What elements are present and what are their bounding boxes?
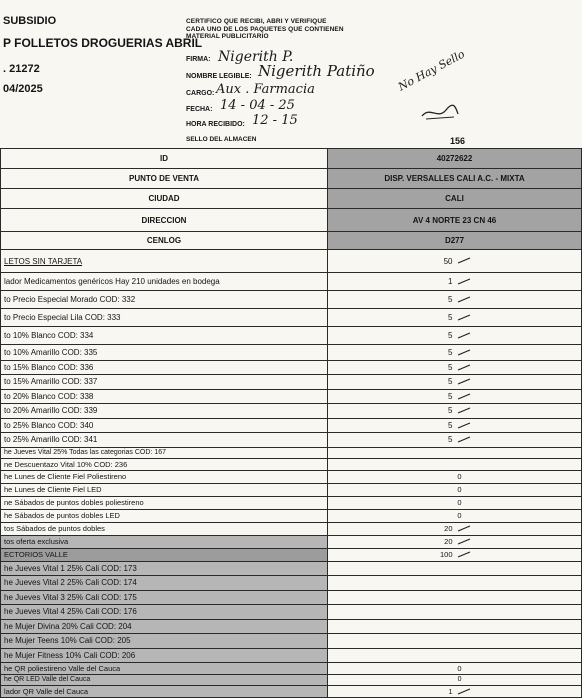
item-quantity: 50: [443, 256, 453, 266]
check-mark-icon: [457, 435, 471, 444]
item-label-text: he Jueves Vital 3 25% Cali COD: 175: [4, 592, 137, 602]
company-line1: SUBSIDIO: [3, 15, 57, 27]
table-row: [1, 483, 582, 496]
firma-label: FIRMA:: [186, 56, 211, 63]
table-row: [1, 447, 582, 458]
item-label: [1, 548, 328, 561]
table-row: [1, 345, 582, 361]
item-label-text: he QR LED Valle del Cauca: [4, 676, 91, 683]
item-label-text: to 20% Amarillo COD: 339: [4, 406, 98, 416]
item-label-text: ECTORIOS VALLE: [4, 550, 68, 559]
table-row: [1, 535, 582, 548]
item-quantity-cell: [328, 619, 582, 634]
header-value: 40272622: [328, 149, 582, 169]
table-row: [1, 675, 582, 686]
header-value: CALI: [328, 189, 582, 209]
item-label: [1, 470, 328, 483]
item-quantity-cell: [328, 561, 582, 576]
handwritten-note: No Hay Sello: [396, 47, 467, 94]
header-row: [1, 149, 582, 169]
nombre-value: Nigerith Patiño: [258, 62, 375, 80]
item-label-text: he Lunes de Cliente Fiel Poliestireno: [4, 472, 127, 481]
header-value: AV 4 NORTE 23 CN 46: [328, 209, 582, 232]
item-quantity-cell: [328, 648, 582, 663]
item-label: [1, 389, 328, 404]
item-quantity-cell: [328, 447, 582, 458]
item-quantity-cell: [328, 404, 582, 419]
item-quantity-cell: [328, 309, 582, 327]
item-label-text: he Mujer Teens 10% Cali COD: 205: [4, 636, 131, 646]
table-row: [1, 418, 582, 433]
check-mark-icon: [457, 331, 471, 340]
item-quantity: 100: [439, 549, 453, 559]
check-mark-icon: [457, 363, 471, 372]
item-label: [1, 404, 328, 419]
item-label-text: to 10% Amarillo COD: 335: [4, 347, 98, 357]
document-date: 04/2025: [3, 83, 43, 95]
item-label-text: to 25% Amarillo COD: 341: [4, 435, 98, 445]
document-code: . 21272: [3, 63, 40, 75]
item-label-text: to 10% Blanco COD: 334: [4, 331, 94, 340]
table-row: [1, 522, 582, 535]
item-label: [1, 509, 328, 522]
header-label: DIRECCION: [1, 209, 328, 232]
check-mark-icon: [457, 348, 471, 357]
check-mark-icon: [457, 295, 471, 304]
check-mark-icon: [457, 313, 471, 322]
table-row: [1, 389, 582, 404]
check-mark-icon: [457, 377, 471, 386]
table-row: [1, 548, 582, 561]
nombre-label: NOMBRE LEGIBLE:: [186, 73, 252, 80]
item-label-text: he QR poliestireno Valle del Cauca: [4, 664, 121, 673]
table-items-group: [1, 250, 582, 698]
table-row: [1, 375, 582, 390]
sello-label: SELLO DEL ALMACEN: [186, 136, 257, 143]
table-row: [1, 433, 582, 448]
item-quantity: 5: [448, 313, 453, 322]
item-quantity-cell: [328, 686, 582, 698]
item-label: [1, 483, 328, 496]
item-label: [1, 327, 328, 345]
item-label: [1, 561, 328, 576]
item-quantity-cell: [328, 496, 582, 509]
item-quantity-cell: [328, 360, 582, 375]
item-label: [1, 663, 328, 675]
hora-value: 12 - 15: [252, 113, 298, 128]
item-label: [1, 496, 328, 509]
item-label-text: to 15% Blanco COD: 336: [4, 362, 94, 372]
table-row: [1, 360, 582, 375]
table-row: [1, 458, 582, 470]
item-quantity: 0: [457, 511, 462, 520]
delivery-table: [0, 148, 582, 698]
item-quantity-cell: [328, 590, 582, 605]
header-value: D277: [328, 232, 582, 250]
table-header-group: [1, 149, 582, 250]
check-mark-icon: [457, 550, 471, 559]
item-quantity: 5: [448, 420, 453, 430]
item-quantity-cell: [328, 273, 582, 291]
item-quantity: 5: [448, 362, 453, 372]
table-row: [1, 619, 582, 634]
document-number: 156: [450, 136, 466, 146]
item-quantity: 5: [448, 331, 453, 340]
item-label: [1, 648, 328, 663]
item-quantity: 5: [448, 377, 453, 387]
item-label-text: to Precio Especial Morado COD: 332: [4, 295, 136, 304]
item-quantity: 20: [444, 536, 453, 546]
item-quantity-cell: [328, 433, 582, 448]
item-label: [1, 291, 328, 309]
item-quantity: 1: [448, 277, 453, 286]
item-quantity-cell: [328, 389, 582, 404]
check-mark-icon: [457, 421, 471, 430]
check-mark-icon: [457, 537, 471, 546]
item-quantity: 0: [457, 664, 462, 673]
item-quantity-cell: [328, 418, 582, 433]
check-mark-icon: [457, 257, 471, 266]
item-quantity: 5: [448, 435, 453, 445]
item-quantity-cell: [328, 663, 582, 675]
table-row: [1, 404, 582, 419]
check-mark-icon: [457, 687, 471, 696]
item-label-text: he Sábados de puntos dobles LED: [4, 511, 120, 520]
table-row: [1, 273, 582, 291]
item-quantity: 1: [448, 686, 453, 696]
item-quantity: 5: [448, 391, 453, 401]
item-label-text: he Mujer Fitness 10% Cali COD: 206: [4, 650, 136, 660]
item-label: [1, 590, 328, 605]
table-row: [1, 291, 582, 309]
signature-scribble-icon: [420, 102, 460, 122]
table-row: [1, 496, 582, 509]
table-row: [1, 634, 582, 649]
item-label-text: he Mujer Divina 20% Cali COD: 204: [4, 621, 132, 631]
item-quantity: 0: [457, 498, 462, 507]
item-label-text: lador Medicamentos genéricos Hay 210 unidades en bodega: [4, 277, 220, 286]
item-label: [1, 634, 328, 649]
item-quantity-cell: [328, 345, 582, 361]
header-row: [1, 169, 582, 189]
item-label-text: tos oferta exclusiva: [4, 537, 69, 546]
table-row: [1, 250, 582, 273]
item-label-text: to 25% Blanco COD: 340: [4, 420, 94, 430]
item-label-text: to 15% Amarillo COD: 337: [4, 377, 98, 387]
item-label-text: lador QR Valle del Cauca: [4, 687, 89, 696]
table-row: [1, 576, 582, 591]
hora-label: HORA RECIBIDO:: [186, 121, 245, 128]
header-label: CENLOG: [1, 232, 328, 250]
fecha-label: FECHA:: [186, 106, 213, 113]
table-row: [1, 605, 582, 620]
item-quantity-cell: [328, 675, 582, 686]
header-row: [1, 209, 582, 232]
item-label: [1, 250, 328, 273]
item-quantity-cell: [328, 375, 582, 390]
item-quantity-cell: [328, 470, 582, 483]
cargo-label: CARGO:: [186, 90, 215, 97]
item-quantity-cell: [328, 250, 582, 273]
table-row: [1, 663, 582, 675]
item-quantity-cell: [328, 458, 582, 470]
item-quantity-cell: [328, 522, 582, 535]
fecha-value: 14 - 04 - 25: [220, 98, 295, 113]
header-label: PUNTO DE VENTA: [1, 169, 328, 189]
table-row: [1, 686, 582, 698]
item-label: [1, 675, 328, 686]
item-label: [1, 576, 328, 591]
header-label: CIUDAD: [1, 189, 328, 209]
table-row: [1, 509, 582, 522]
item-label-text: to 20% Blanco COD: 338: [4, 391, 94, 401]
header-value: DISP. VERSALLES CALI A.C. - MIXTA: [328, 169, 582, 189]
item-label: [1, 605, 328, 620]
item-label: [1, 522, 328, 535]
item-quantity: 5: [448, 347, 453, 357]
item-quantity-cell: [328, 548, 582, 561]
table-row: [1, 327, 582, 345]
item-label-text: he Jueves Vital 25% Todas las categorias COD: 167: [4, 448, 167, 456]
item-quantity: 0: [457, 676, 462, 683]
header-row: [1, 232, 582, 250]
item-quantity-cell: [328, 576, 582, 591]
check-mark-icon: [457, 406, 471, 415]
item-quantity: 5: [448, 406, 453, 416]
item-quantity-cell: [328, 509, 582, 522]
item-label-text: he Lunes de Cliente Fiel LED: [4, 485, 102, 494]
item-label: [1, 360, 328, 375]
item-quantity: 20: [444, 523, 453, 533]
item-label: [1, 309, 328, 327]
check-mark-icon: [457, 392, 471, 401]
item-label: [1, 447, 328, 458]
header-row: [1, 189, 582, 209]
item-quantity-cell: [328, 483, 582, 496]
item-label: [1, 375, 328, 390]
item-label: [1, 619, 328, 634]
header-label: ID: [1, 149, 328, 169]
table-row: [1, 561, 582, 576]
table-row: [1, 590, 582, 605]
item-quantity-cell: [328, 291, 582, 309]
item-label-text: to Precio Especial Lila COD: 333: [4, 313, 121, 322]
item-quantity: 0: [457, 472, 462, 481]
item-label-text: LETOS SIN TARJETA: [4, 256, 83, 266]
item-label: [1, 345, 328, 361]
item-label-text: ne Descuentazo Vital 10% COD: 236: [4, 459, 128, 469]
item-quantity-cell: [328, 535, 582, 548]
table-row: [1, 470, 582, 483]
item-label: [1, 433, 328, 448]
item-label: [1, 273, 328, 291]
item-quantity-cell: [328, 327, 582, 345]
company-line2: P FOLLETOS DROGUERIAS ABRIL: [3, 36, 203, 50]
firma-signature: Nigerith P.: [218, 49, 294, 65]
item-label-text: he Jueves Vital 1 25% Cali COD: 173: [4, 563, 137, 573]
item-label: [1, 418, 328, 433]
certificate-text: CERTIFICO QUE RECIBI, ABRI Y VERIFIQUE CADA UNO DE LOS PAQUETES QUE CONTIENEN MATERIAL PUBLICITARIO: [186, 18, 344, 40]
item-label-text: he Jueves Vital 4 25% Cali COD: 176: [4, 607, 137, 617]
item-label-text: he Jueves Vital 2 25% Cali COD: 174: [4, 578, 137, 588]
item-quantity: 5: [448, 295, 453, 304]
item-label: [1, 686, 328, 698]
check-mark-icon: [457, 524, 471, 533]
check-mark-icon: [457, 277, 471, 286]
item-label-text: ne Sábados de puntos dobles poliestireno: [4, 498, 144, 507]
item-label: [1, 535, 328, 548]
item-label-text: tos Sábados de puntos dobles: [4, 524, 105, 533]
item-quantity-cell: [328, 605, 582, 620]
table-row: [1, 648, 582, 663]
item-quantity-cell: [328, 634, 582, 649]
item-quantity: 0: [457, 485, 462, 494]
table-row: [1, 309, 582, 327]
cargo-value: Aux . Farmacia: [216, 82, 315, 97]
item-label: [1, 458, 328, 470]
